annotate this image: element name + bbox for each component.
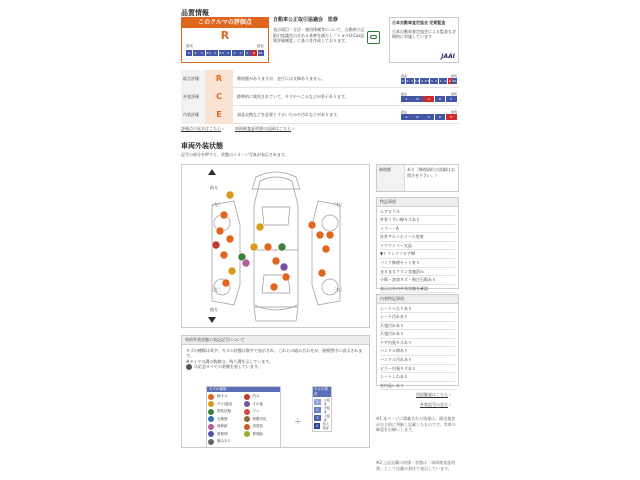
legend1-item [208, 408, 244, 416]
interior-note-item: ハンドル傷あり [380, 347, 455, 356]
damage-marker[interactable] [226, 191, 234, 199]
eval-scale-cell: RA [258, 51, 263, 55]
grade-row-label: 内装評価 [181, 106, 205, 124]
damage-marker[interactable] [282, 273, 290, 281]
symbol-notes-text: キズの種類は英字、キズの状態は数字で表示され、これらの組み合わせが、展開図中に表示されます。 [186, 347, 363, 358]
legend-text: 要修理 [217, 431, 228, 436]
legend1-item [208, 401, 244, 409]
legend-color-icon [208, 401, 214, 407]
special-note-item: 小傷・洗車キズ・飛び石傷あり [380, 276, 455, 285]
damage-marker[interactable] [272, 257, 280, 265]
legend-text: 交換歴 [217, 416, 228, 421]
damage-marker[interactable] [278, 243, 286, 251]
legend-level-icon: 1 [314, 399, 321, 405]
spare-tire-icon [186, 364, 192, 370]
legend-text: 塗膜劣化 [252, 416, 267, 421]
symbol-notes-text2: ※タイヤの溝の数値は、残り溝を示しています。 [186, 358, 273, 364]
grade-row-scale [401, 74, 459, 84]
symbol-notes-text3: は応急タイヤの装備を表しています。 [194, 364, 262, 370]
legend-text: 補修跡 [217, 424, 228, 429]
legend-text: 線キズ [217, 394, 228, 399]
legend1-item [244, 423, 280, 431]
special-notes-title: 特記事項 [377, 198, 458, 207]
legend-color-icon [208, 439, 214, 445]
damage-marker[interactable] [256, 223, 264, 231]
grade-row-scale [401, 110, 459, 120]
legend-color-icon [244, 394, 250, 400]
interior-note-item: ドア内張キズあり [380, 339, 455, 348]
grade-row-desc: 部品交換などを必要とするいたみや汚れなどがあります。 [237, 111, 341, 117]
evaluation-box [181, 17, 269, 63]
grade-row [181, 106, 459, 124]
interior-note-item: シート汚れあり [380, 313, 455, 322]
damage-marker[interactable] [326, 231, 334, 239]
interior-note-item: ハンドル汚れあり [380, 356, 455, 365]
legend-damage-types [206, 386, 281, 448]
jaai-logo: JAAI [441, 53, 455, 60]
scale-cell: A [401, 114, 412, 120]
legend-level-icon: 2 [314, 407, 321, 413]
damage-marker[interactable] [280, 263, 288, 271]
legend-text: 凹み [252, 394, 260, 399]
legend1-item [208, 416, 244, 424]
grade-row [181, 70, 459, 88]
scale-cell: 4 [420, 78, 423, 83]
eval-scale-cell: 3.5 [219, 51, 224, 55]
detail-guide-link[interactable]: 車両検査証明書の記録はこちら › [235, 126, 294, 131]
interior-notes-title: 内装特記事項 [377, 295, 458, 304]
grade-row-grade: C [205, 88, 233, 106]
left-label: ［左］ [210, 202, 222, 207]
special-note-item: 社外アルミホイール装着 [380, 233, 455, 242]
right-label-bottom: ［右］ [332, 287, 344, 292]
interior-notes-list [377, 304, 458, 392]
legend2-item [314, 406, 330, 414]
damage-marker[interactable] [318, 269, 326, 277]
scale-cell: 0 [444, 78, 447, 83]
eval-scale-cell: 4 [212, 50, 218, 56]
legend1-title: キズの種類 [207, 387, 280, 392]
grade-row-scale-cells [401, 114, 457, 120]
legend-level-icon: 4 [315, 424, 319, 428]
scale-cell: RA [452, 78, 457, 83]
interior-note-item: ピラー内張キズあり [380, 365, 455, 374]
scale-label: 最低 [450, 109, 457, 114]
scale-label: 最低 [450, 73, 457, 78]
legend1-item [244, 393, 280, 401]
special-notes-box [376, 197, 459, 289]
symbol-notes-box [181, 335, 370, 448]
damage-marker[interactable] [264, 243, 272, 251]
legend-text: サビ/腐食 [217, 401, 233, 406]
legend-color-icon [244, 416, 250, 422]
scale-cell: 3 [430, 78, 433, 83]
damage-marker[interactable] [270, 283, 278, 291]
grade-table [181, 70, 459, 124]
association-text: 表示項目・方法・運用体制等について、自動車公正取引協議会の定める基準を満たし「トヨタU-Car品質評価制度」に基づき作成しております。 [273, 27, 365, 43]
scale-cell: S [402, 78, 404, 83]
exterior-title: 車両外装状態 [181, 142, 223, 150]
jaai-text: 日本自動車査定協会による監査も定期的に実施しています [392, 28, 456, 39]
interior-note-item: 室内臭いあり [380, 382, 455, 391]
legend1-item [208, 431, 244, 439]
scale-cell: E [446, 114, 457, 120]
scale-cell: A [401, 96, 412, 102]
legend-color-icon [208, 394, 214, 400]
legend2-title: キズの程度 [313, 387, 331, 397]
damage-marker[interactable] [316, 231, 324, 239]
scale-cell: 5 [411, 78, 414, 83]
special-note-item: まるまるクリン実施済み [380, 268, 455, 277]
eval-scale-cell: S [186, 50, 192, 56]
legend1-item [244, 401, 280, 409]
legend-color-icon [208, 416, 214, 422]
scale-cell: C [423, 114, 434, 120]
jaai-title: 日本自動車査定協会 定期監査 [392, 20, 446, 25]
grade-row-desc: 標準的に使用されていて、キズやへこみなどが若干あります。 [237, 93, 349, 99]
legend-color-icon [208, 409, 214, 415]
exterior-subtitle: 記号の部分を押すと、状態のイメージ写真が表示されます。 [181, 152, 289, 157]
legend-text: 中程度 [323, 406, 330, 414]
interior-note-item: 天張汚れあり [380, 330, 455, 339]
damage-marker[interactable] [212, 241, 220, 249]
grade-row-label: 外装評価 [181, 88, 205, 106]
symbol-guide-link[interactable]: 外装記号の見方 › [420, 402, 451, 407]
legend-text: 傷みあり [217, 439, 231, 444]
grade-row [181, 88, 459, 106]
interior-notes-box [376, 294, 459, 386]
evaluation-scale [186, 50, 264, 56]
front-label: 前方 [210, 185, 218, 190]
evaluation-grade: R [220, 29, 230, 42]
scale-cell: 2 [435, 78, 438, 83]
legend1-item [244, 416, 280, 424]
legend-text: 修理跡 [252, 431, 263, 436]
legend1-item [208, 438, 244, 446]
scale-label: 最良 [401, 91, 408, 96]
grade-row-scale-cells [401, 96, 457, 102]
scale-cell: D [435, 96, 446, 102]
damage-marker[interactable] [228, 267, 236, 275]
legend-text: 大程度 [323, 414, 330, 422]
rear-label: 後方 [210, 307, 218, 312]
scale-cell: D [435, 114, 446, 120]
legend-text: その他 [252, 401, 263, 406]
legend-text: 小程度 [323, 398, 330, 406]
special-note-item: エアロ下ネ [380, 208, 455, 217]
legend1-item [244, 408, 280, 416]
left-label-bottom: ［左］ [210, 287, 222, 292]
association-title: 自動車公正取引協議会 監修 [273, 17, 339, 23]
special-note-item: リヤワイパー欠品 [380, 242, 455, 251]
plus-sign: ＋ [294, 417, 302, 426]
grade-row-grade: E [205, 106, 233, 124]
scale-cell: 6 [406, 78, 409, 83]
scale-cell: C [423, 96, 434, 102]
scale-cell: B [412, 96, 423, 102]
repair-box [376, 164, 459, 192]
eval-scale-cell: 2 [232, 50, 238, 56]
grade-row-desc: 修復歴がありますが、走行には支障ありません。 [237, 75, 326, 81]
legend-color-icon [244, 431, 250, 437]
damage-marker[interactable] [308, 221, 316, 229]
eval-scale-cell: 3 [225, 50, 231, 56]
legend2-item [314, 414, 330, 422]
legend1-item [208, 423, 244, 431]
scale-label: 最良 [401, 109, 408, 114]
evaluation-header: このクルマの評価点 [182, 18, 268, 28]
grade-row-scale-cells [401, 78, 457, 84]
scale-cell: 4.5 [414, 78, 420, 83]
damage-marker[interactable] [222, 279, 230, 287]
legend-color-icon [208, 424, 214, 430]
special-note-item: ▼トランクフロアW [380, 250, 455, 259]
symbol-notes-title: 車両外装状態の表記記号について [182, 336, 369, 345]
damage-marker[interactable] [250, 243, 258, 251]
scale-cell: E [446, 96, 457, 102]
damage-marker[interactable] [226, 235, 234, 243]
scale-label: 最低 [450, 91, 457, 96]
special-note-item: パンク修理キット有り [380, 259, 455, 268]
quality-title: 品質情報 [181, 9, 209, 17]
legend-damage-levels [312, 386, 332, 432]
legend1-item [244, 431, 280, 439]
repair-label: 修復歴 [377, 165, 405, 191]
scale-cell: 3.5 [424, 78, 430, 83]
evaluation-scale-labels: 最高 最低 [186, 44, 264, 48]
footnote-2: ※2 上記記載の評価・状態は「車両検査証明書」として店舗の責任で表示しています。 [376, 460, 456, 471]
eval-scale-cell: 1 [238, 50, 244, 56]
legend-level-icon: 3 [314, 415, 321, 421]
special-note-item: ミラー・A [380, 225, 455, 234]
car-diagram [181, 164, 370, 328]
eval-scale-cell: 6 [193, 50, 199, 56]
legend1-item [208, 393, 244, 401]
eval-scale-cell: 0 [245, 50, 251, 56]
grade-row-label: 総合評価 [181, 70, 205, 88]
damage-marker[interactable] [220, 211, 228, 219]
scale-cell: 1 [439, 78, 442, 83]
footnote-1: ※1 本ページに掲載された情報は、販売業者が自主的に判断し記載したものです。実車の確認をお願いします。 [376, 416, 456, 432]
legend-color-icon [244, 409, 250, 415]
damage-marker[interactable] [242, 259, 250, 267]
guide-link[interactable]: 用語解説はこちら › [416, 392, 451, 397]
right-label: ［右］ [332, 202, 344, 207]
interior-note-item: 天張汚れあり [380, 322, 455, 331]
special-note-item: 外装うすい線キズあり [380, 216, 455, 225]
damage-marker[interactable] [322, 245, 330, 253]
grade-row-scale [401, 92, 459, 102]
eval-scale-cell: 4.5 [206, 51, 211, 55]
legend-color-icon [244, 401, 250, 407]
eval-scale-cell: 5 [199, 50, 205, 56]
special-note-item: 表示は外内外装状態を確認 [380, 285, 455, 294]
legend-text: 特大程度 [322, 422, 329, 430]
interior-note-item: シートへたりあり [380, 305, 455, 314]
scale-cell: B [412, 114, 423, 120]
legend2-item [314, 422, 330, 430]
legend-color-icon [208, 431, 214, 437]
scale-cell: R [448, 78, 451, 83]
scale-label: 最高 [401, 73, 408, 78]
legend-text: 塗装状態 [217, 409, 231, 414]
legend2-item [314, 398, 330, 406]
damage-marker[interactable] [220, 251, 228, 259]
legend-color-icon [244, 424, 250, 430]
special-notes-list [377, 207, 458, 295]
legend-text: ワレ [252, 409, 260, 414]
damage-marker[interactable] [216, 227, 224, 235]
grade-row-grade: R [205, 70, 233, 88]
legend-text: 再塗装 [252, 424, 263, 429]
eval-scale-cell: R [252, 51, 256, 55]
repair-value: あり（修復部位の詳細はお問合せ下さい。） [407, 167, 455, 178]
association-logo-icon [367, 31, 380, 44]
eval-guide-link[interactable]: 評価点の見方はこちら › [181, 126, 224, 131]
interior-note-item: シートしわあり [380, 373, 455, 382]
